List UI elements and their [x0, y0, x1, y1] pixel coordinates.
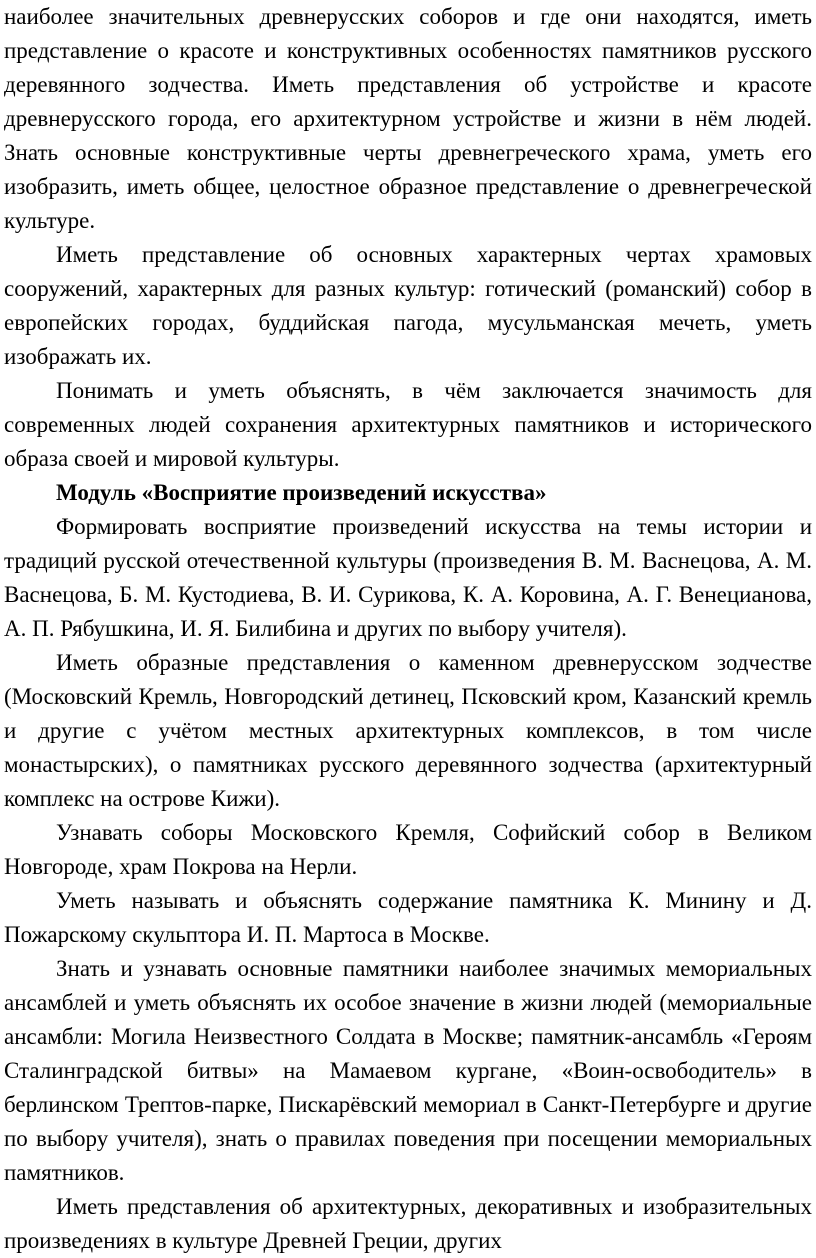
paragraph-ancient-greece: Иметь представления об архитектурных, декоративных и изобразительных произведениях в культуре Древней Греции, других [4, 1194, 812, 1253]
paragraph-memorials: Знать и узнавать основные памятники наиболее значимых мемориальных ансамблей и уметь объяснять их особое значение в жизни людей (мемориальные ансамбли: Могила Неизвестного Солдата в Москве; памятник-ансамбль «Героям Сталинградской битвы» на Мамаевом кургане, «Воин-освободитель» в берлинском Трептов-парке, Пискарёвский мемориал в Санкт-Петербурге и другие по выбору учителя), знать о правилах поведения при посещении мемориальных памятников. [4, 956, 812, 1185]
paragraph-minin-monument: Уметь называть и объяснять содержание памятника К. Минину и Д. Пожарскому скульптора И. П. Мартоса в Москве. [4, 888, 812, 947]
paragraph-cathedrals: Узнавать соборы Московского Кремля, Софийский собор в Великом Новгороде, храм Покрова на Нерли. [4, 820, 812, 879]
module-heading: Модуль «Восприятие произведений искусства» [56, 480, 547, 505]
paragraph-significance: Понимать и уметь объяснять, в чём заключается значимость для современных людей сохранения архитектурных памятников и исторического образа своей и мировой культуры. [4, 378, 812, 471]
paragraph-continued: наиболее значительных древнерусских соборов и где они находятся, иметь представление о красоте и конструктивных особенностях памятников русского деревянного зодчества. Иметь представления об устройстве и красоте древнерусского города, его архитектурном устройстве и жизни в нём людей. Знать основные конструктивные черты древнегреческого храма, уметь его изобразить, иметь общее, целостное образное представление о древнегреческой культуре. [4, 4, 812, 233]
paragraph-perception: Формировать восприятие произведений искусства на темы истории и традиций русской отечественной культуры (произведения В. М. Васнецова, А. М. Васнецова, Б. М. Кустодиева, В. И. Сурикова, К. А. Коровина, А. Г. Венецианова, А. П. Рябушкина, И. Я. Билибина и других по выбору учителя). [4, 514, 812, 641]
paragraph-temple-features: Иметь представление об основных характерных чертах храмовых сооружений, характерных для разных культур: готический (романский) собор в европейских городах, буддийская пагода, мусульманская мечеть, уметь изображать их. [4, 242, 812, 369]
paragraph-stone-architecture: Иметь образные представления о каменном древнерусском зодчестве (Московский Кремль, Новгородский детинец, Псковский кром, Казанский кремль и другие с учётом местных архитектурных комплексов, в том числе монастырских), о памятниках русского деревянного зодчества (архитектурный комплекс на острове Кижи). [4, 650, 812, 811]
